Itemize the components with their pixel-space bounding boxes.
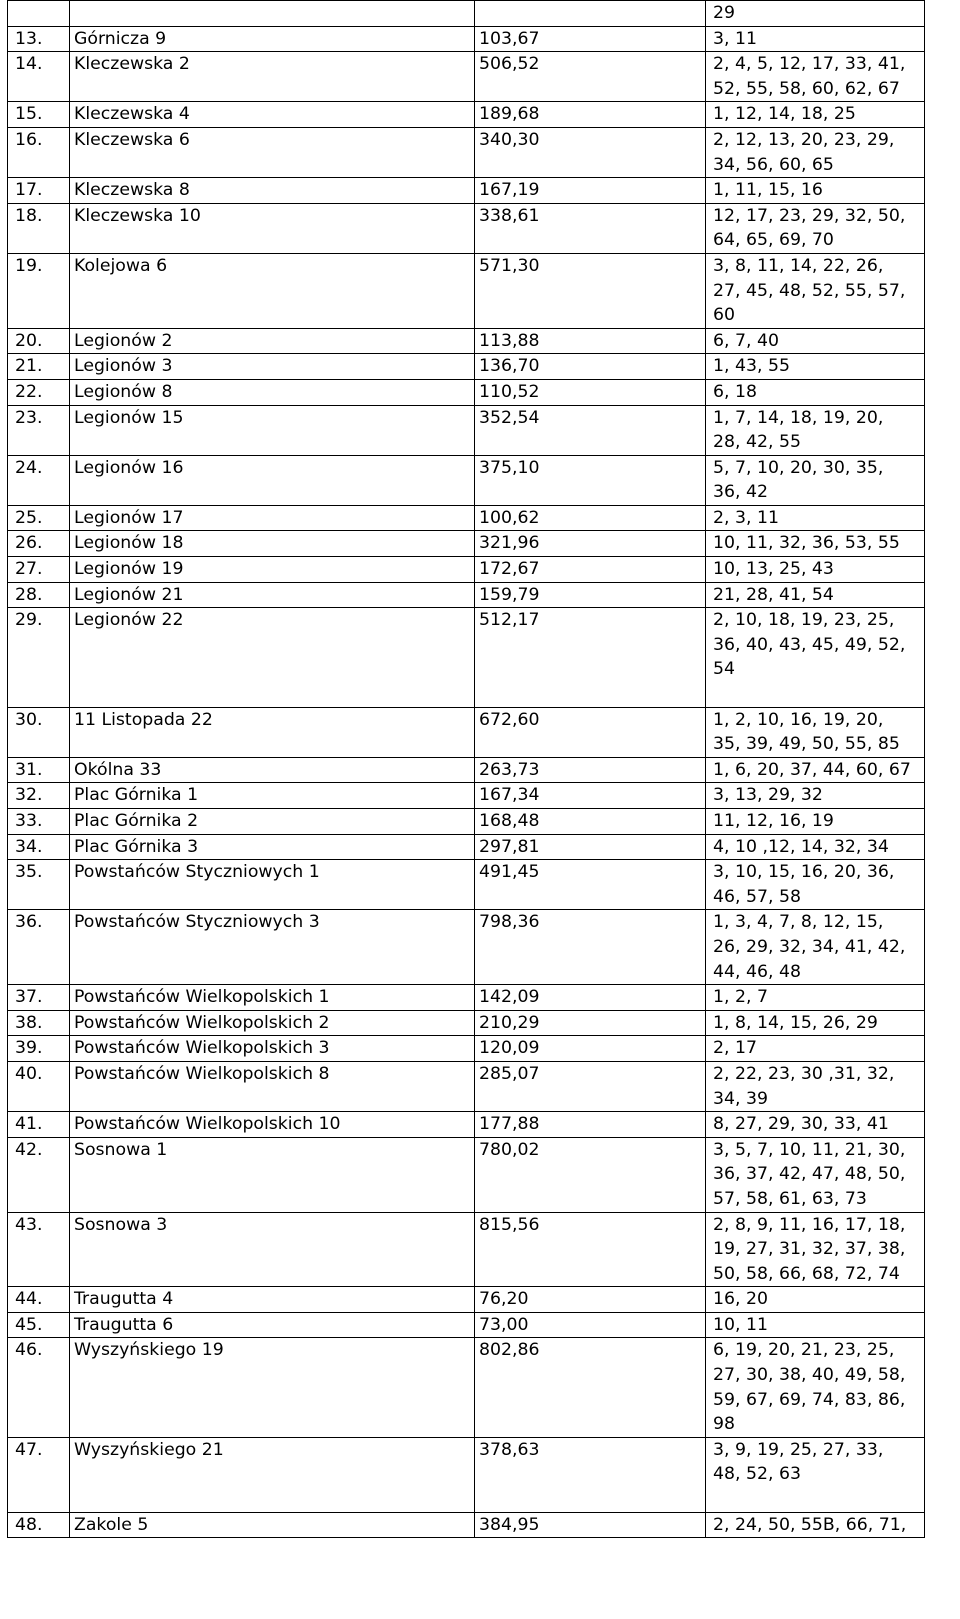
building-address: Powstańców Wielkopolskich 2 <box>70 1010 475 1036</box>
building-address: Legionów 22 <box>70 608 475 707</box>
apartment-numbers <box>706 910 925 985</box>
table-row <box>8 1137 925 1212</box>
apartment-numbers <box>706 783 925 809</box>
building-address: Wyszyńskiego 19 <box>70 1338 475 1437</box>
floor-area: 384,95 <box>475 1512 706 1538</box>
table-row <box>8 557 925 583</box>
row-number: 20. <box>8 328 70 354</box>
table-row <box>8 405 925 455</box>
floor-area: 167,19 <box>475 178 706 204</box>
floor-area: 802,86 <box>475 1338 706 1437</box>
apartment-numbers <box>706 253 925 328</box>
floor-area <box>475 1 706 27</box>
floor-area: 168,48 <box>475 809 706 835</box>
table-row <box>8 1036 925 1062</box>
floor-area: 172,67 <box>475 557 706 583</box>
table-row <box>8 531 925 557</box>
apartment-numbers <box>706 354 925 380</box>
apartment-numbers <box>706 1212 925 1287</box>
document-page <box>7 0 924 1538</box>
apartment-numbers <box>706 1010 925 1036</box>
row-number: 39. <box>8 1036 70 1062</box>
building-address: Plac Górnika 3 <box>70 834 475 860</box>
apartment-numbers-line: 48, 52, 63 <box>713 1464 801 1485</box>
building-address: Powstańców Styczniowych 1 <box>70 860 475 910</box>
table-row <box>8 1061 925 1111</box>
table-row <box>8 1112 925 1138</box>
apartment-numbers-line: 2, 12, 13, 20, 23, 29, <box>713 129 895 150</box>
floor-area: 352,54 <box>475 405 706 455</box>
row-number: 47. <box>8 1437 70 1512</box>
apartment-numbers-line: 10, 11 <box>713 1314 768 1335</box>
building-address: Legionów 21 <box>70 582 475 608</box>
building-address: Legionów 18 <box>70 531 475 557</box>
apartment-numbers-line: 1, 11, 15, 16 <box>713 180 823 201</box>
table-row <box>8 910 925 985</box>
floor-area: 780,02 <box>475 1137 706 1212</box>
building-address: Kleczewska 8 <box>70 178 475 204</box>
apartment-numbers <box>706 834 925 860</box>
table-row <box>8 582 925 608</box>
floor-area: 815,56 <box>475 1212 706 1287</box>
row-number <box>8 1 70 27</box>
building-address: Sosnowa 1 <box>70 1137 475 1212</box>
apartment-numbers-line: 28, 42, 55 <box>713 432 801 453</box>
apartment-numbers <box>706 1036 925 1062</box>
floor-area: 103,67 <box>475 26 706 52</box>
table-row <box>8 455 925 505</box>
apartment-numbers-line: 1, 7, 14, 18, 19, 20, <box>713 407 884 428</box>
apartment-numbers <box>706 455 925 505</box>
table-row <box>8 757 925 783</box>
building-address: Legionów 16 <box>70 455 475 505</box>
apartment-numbers-line: 34, 56, 60, 65 <box>713 154 834 175</box>
building-address: Powstańców Wielkopolskich 8 <box>70 1061 475 1111</box>
row-number: 36. <box>8 910 70 985</box>
floor-area: 491,45 <box>475 860 706 910</box>
table-row <box>8 102 925 128</box>
apartment-numbers <box>706 203 925 253</box>
row-number: 28. <box>8 582 70 608</box>
floor-area: 672,60 <box>475 707 706 757</box>
floor-area: 210,29 <box>475 1010 706 1036</box>
row-number: 41. <box>8 1112 70 1138</box>
apartment-numbers-line: 59, 67, 69, 74, 83, 86, <box>713 1389 906 1410</box>
table-row <box>8 1 925 27</box>
row-number: 24. <box>8 455 70 505</box>
row-number: 45. <box>8 1312 70 1338</box>
row-number: 35. <box>8 860 70 910</box>
apartment-numbers <box>706 860 925 910</box>
floor-area: 375,10 <box>475 455 706 505</box>
row-number: 29. <box>8 608 70 707</box>
table-row <box>8 1512 925 1538</box>
apartment-numbers-line: 64, 65, 69, 70 <box>713 230 834 251</box>
apartment-numbers-line: 3, 11 <box>713 28 757 49</box>
row-number: 13. <box>8 26 70 52</box>
apartment-numbers-line: 2, 4, 5, 12, 17, 33, 41, <box>713 54 906 75</box>
apartment-numbers-line: 36, 40, 43, 45, 49, 52, <box>713 634 906 655</box>
floor-area: 113,88 <box>475 328 706 354</box>
building-address: Plac Górnika 1 <box>70 783 475 809</box>
building-address: Legionów 2 <box>70 328 475 354</box>
apartment-numbers-line: 50, 58, 66, 68, 72, 74 <box>713 1263 900 1284</box>
apartment-numbers <box>706 1512 925 1538</box>
row-number: 30. <box>8 707 70 757</box>
building-address: Legionów 3 <box>70 354 475 380</box>
apartment-numbers-line: 44, 46, 48 <box>713 961 801 982</box>
apartment-numbers-line: 36, 42 <box>713 482 768 503</box>
building-address: Powstańców Wielkopolskich 1 <box>70 985 475 1011</box>
apartment-numbers-line: 54 <box>713 659 735 680</box>
row-number: 18. <box>8 203 70 253</box>
table-row <box>8 1437 925 1512</box>
apartment-numbers-line: 6, 7, 40 <box>713 330 779 351</box>
row-number: 21. <box>8 354 70 380</box>
building-address: Traugutta 6 <box>70 1312 475 1338</box>
row-number: 23. <box>8 405 70 455</box>
apartment-numbers-line: 1, 43, 55 <box>713 356 790 377</box>
floor-area: 321,96 <box>475 531 706 557</box>
apartment-numbers-line: 36, 37, 42, 47, 48, 50, <box>713 1164 906 1185</box>
row-number: 25. <box>8 505 70 531</box>
row-number: 22. <box>8 379 70 405</box>
row-number: 15. <box>8 102 70 128</box>
floor-area: 338,61 <box>475 203 706 253</box>
apartment-numbers <box>706 1287 925 1313</box>
building-address: Legionów 8 <box>70 379 475 405</box>
building-address: Powstańców Wielkopolskich 10 <box>70 1112 475 1138</box>
table-row <box>8 354 925 380</box>
apartment-numbers <box>706 405 925 455</box>
row-number: 31. <box>8 757 70 783</box>
apartment-numbers-line: 2, 3, 11 <box>713 507 779 528</box>
table-row <box>8 608 925 707</box>
apartment-numbers-line: 19, 27, 31, 32, 37, 38, <box>713 1239 906 1260</box>
apartment-numbers-line: 34, 39 <box>713 1088 768 1109</box>
floor-area: 142,09 <box>475 985 706 1011</box>
row-number: 26. <box>8 531 70 557</box>
apartment-numbers <box>706 1437 925 1512</box>
apartment-numbers <box>706 809 925 835</box>
apartment-numbers <box>706 26 925 52</box>
apartment-numbers-line: 4, 10 ,12, 14, 32, 34 <box>713 836 889 857</box>
row-number: 38. <box>8 1010 70 1036</box>
table-row <box>8 834 925 860</box>
building-address: Okólna 33 <box>70 757 475 783</box>
apartment-numbers <box>706 102 925 128</box>
table-row <box>8 985 925 1011</box>
table-row <box>8 26 925 52</box>
table-row <box>8 52 925 102</box>
apartment-numbers-line: 3, 9, 19, 25, 27, 33, <box>713 1439 884 1460</box>
building-address: Górnicza 9 <box>70 26 475 52</box>
apartment-numbers-line: 3, 13, 29, 32 <box>713 785 823 806</box>
apartment-numbers-line: 3, 10, 15, 16, 20, 36, <box>713 862 895 883</box>
apartment-numbers-line: 35, 39, 49, 50, 55, 85 <box>713 734 900 755</box>
apartment-numbers-line: 1, 3, 4, 7, 8, 12, 15, <box>713 912 884 933</box>
apartment-numbers-line: 1, 12, 14, 18, 25 <box>713 104 856 125</box>
apartment-numbers-line: 46, 57, 58 <box>713 886 801 907</box>
apartment-numbers-line: 12, 17, 23, 29, 32, 50, <box>713 205 906 226</box>
row-number: 34. <box>8 834 70 860</box>
table-row <box>8 1212 925 1287</box>
apartment-numbers <box>706 178 925 204</box>
floor-area: 798,36 <box>475 910 706 985</box>
apartment-numbers <box>706 1312 925 1338</box>
apartment-numbers <box>706 757 925 783</box>
row-number: 27. <box>8 557 70 583</box>
floor-area: 110,52 <box>475 379 706 405</box>
apartment-numbers-line: 98 <box>713 1414 735 1435</box>
table-row <box>8 1312 925 1338</box>
floor-area: 506,52 <box>475 52 706 102</box>
floor-area: 177,88 <box>475 1112 706 1138</box>
apartment-numbers <box>706 505 925 531</box>
floor-area: 297,81 <box>475 834 706 860</box>
apartment-numbers-line: 2, 8, 9, 11, 16, 17, 18, <box>713 1214 906 1235</box>
table-row <box>8 178 925 204</box>
apartment-numbers <box>706 1061 925 1111</box>
apartment-numbers <box>706 127 925 177</box>
floor-area: 263,73 <box>475 757 706 783</box>
floor-area: 100,62 <box>475 505 706 531</box>
apartment-numbers-line: 1, 6, 20, 37, 44, 60, 67 <box>713 759 911 780</box>
apartment-numbers <box>706 707 925 757</box>
apartment-numbers-line: 2, 10, 18, 19, 23, 25, <box>713 610 895 631</box>
buildings-table <box>7 0 925 1538</box>
apartment-numbers <box>706 608 925 707</box>
building-address <box>70 1 475 27</box>
table-body <box>8 1 925 1538</box>
floor-area: 340,30 <box>475 127 706 177</box>
apartment-numbers <box>706 1112 925 1138</box>
building-address: Zakole 5 <box>70 1512 475 1538</box>
building-address: Kleczewska 2 <box>70 52 475 102</box>
apartment-numbers-line: 1, 2, 7 <box>713 987 768 1008</box>
apartment-numbers <box>706 379 925 405</box>
apartment-numbers-line: 5, 7, 10, 20, 30, 35, <box>713 457 884 478</box>
apartment-numbers-line: 1, 8, 14, 15, 26, 29 <box>713 1012 878 1033</box>
apartment-numbers <box>706 531 925 557</box>
building-address: Kleczewska 10 <box>70 203 475 253</box>
table-row <box>8 1010 925 1036</box>
row-number: 37. <box>8 985 70 1011</box>
apartment-numbers-line: 52, 55, 58, 60, 62, 67 <box>713 78 900 99</box>
row-number: 17. <box>8 178 70 204</box>
building-address: Traugutta 4 <box>70 1287 475 1313</box>
floor-area: 571,30 <box>475 253 706 328</box>
apartment-numbers-line: 10, 13, 25, 43 <box>713 559 834 580</box>
apartment-numbers-line: 2, 24, 50, 55B, 66, 71, <box>713 1514 907 1535</box>
apartment-numbers-line: 16, 20 <box>713 1289 768 1310</box>
apartment-numbers <box>706 985 925 1011</box>
floor-area: 76,20 <box>475 1287 706 1313</box>
row-number: 19. <box>8 253 70 328</box>
building-address: Kleczewska 6 <box>70 127 475 177</box>
apartment-numbers <box>706 1338 925 1437</box>
table-row <box>8 1287 925 1313</box>
table-row <box>8 127 925 177</box>
table-row <box>8 379 925 405</box>
apartment-numbers-line: 11, 12, 16, 19 <box>713 811 834 831</box>
apartment-numbers-line: 21, 28, 41, 54 <box>713 584 834 605</box>
apartment-numbers <box>706 1137 925 1212</box>
building-address: Legionów 17 <box>70 505 475 531</box>
apartment-numbers-line: 29 <box>713 3 735 23</box>
apartment-numbers-line: 8, 27, 29, 30, 33, 41 <box>713 1114 889 1135</box>
table-row <box>8 1338 925 1437</box>
apartment-numbers-line: 57, 58, 61, 63, 73 <box>713 1188 867 1209</box>
floor-area: 159,79 <box>475 582 706 608</box>
building-address: 11 Listopada 22 <box>70 707 475 757</box>
row-number: 43. <box>8 1212 70 1287</box>
apartment-numbers-line: 2, 17 <box>713 1038 757 1059</box>
apartment-numbers-line: 26, 29, 32, 34, 41, 42, <box>713 936 906 957</box>
apartment-numbers <box>706 582 925 608</box>
table-row <box>8 809 925 835</box>
building-address: Wyszyńskiego 21 <box>70 1437 475 1512</box>
building-address: Kolejowa 6 <box>70 253 475 328</box>
building-address: Legionów 19 <box>70 557 475 583</box>
apartment-numbers-line <box>713 682 920 707</box>
floor-area: 189,68 <box>475 102 706 128</box>
apartment-numbers-line: 3, 8, 11, 14, 22, 26, <box>713 255 884 276</box>
table-row <box>8 328 925 354</box>
row-number: 33. <box>8 809 70 835</box>
apartment-numbers-line: 60 <box>713 305 735 326</box>
floor-area: 136,70 <box>475 354 706 380</box>
row-number: 32. <box>8 783 70 809</box>
row-number: 46. <box>8 1338 70 1437</box>
building-address: Powstańców Wielkopolskich 3 <box>70 1036 475 1062</box>
apartment-numbers-line: 2, 22, 23, 30 ,31, 32, <box>713 1063 895 1084</box>
row-number: 48. <box>8 1512 70 1538</box>
floor-area: 378,63 <box>475 1437 706 1512</box>
apartment-numbers <box>706 1 925 27</box>
row-number: 14. <box>8 52 70 102</box>
building-address: Sosnowa 3 <box>70 1212 475 1287</box>
floor-area: 285,07 <box>475 1061 706 1111</box>
apartment-numbers <box>706 52 925 102</box>
row-number: 40. <box>8 1061 70 1111</box>
apartment-numbers-line <box>713 1487 920 1512</box>
building-address: Legionów 15 <box>70 405 475 455</box>
building-address: Powstańców Styczniowych 3 <box>70 910 475 985</box>
apartment-numbers-line: 1, 2, 10, 16, 19, 20, <box>713 709 884 730</box>
row-number: 42. <box>8 1137 70 1212</box>
apartment-numbers-line: 6, 18 <box>713 381 757 402</box>
apartment-numbers-line: 27, 45, 48, 52, 55, 57, <box>713 280 906 301</box>
building-address: Kleczewska 4 <box>70 102 475 128</box>
building-address: Plac Górnika 2 <box>70 809 475 835</box>
floor-area: 73,00 <box>475 1312 706 1338</box>
floor-area: 512,17 <box>475 608 706 707</box>
row-number: 44. <box>8 1287 70 1313</box>
row-number: 16. <box>8 127 70 177</box>
table-row <box>8 253 925 328</box>
apartment-numbers-line: 3, 5, 7, 10, 11, 21, 30, <box>713 1139 906 1160</box>
table-row <box>8 707 925 757</box>
table-row <box>8 203 925 253</box>
table-row <box>8 505 925 531</box>
table-row <box>8 860 925 910</box>
table-row <box>8 783 925 809</box>
floor-area: 120,09 <box>475 1036 706 1062</box>
apartment-numbers <box>706 328 925 354</box>
apartment-numbers <box>706 557 925 583</box>
apartment-numbers-line: 6, 19, 20, 21, 23, 25, <box>713 1340 895 1361</box>
floor-area: 167,34 <box>475 783 706 809</box>
apartment-numbers-line: 10, 11, 32, 36, 53, 55 <box>713 533 900 554</box>
apartment-numbers-line: 27, 30, 38, 40, 49, 58, <box>713 1365 906 1386</box>
